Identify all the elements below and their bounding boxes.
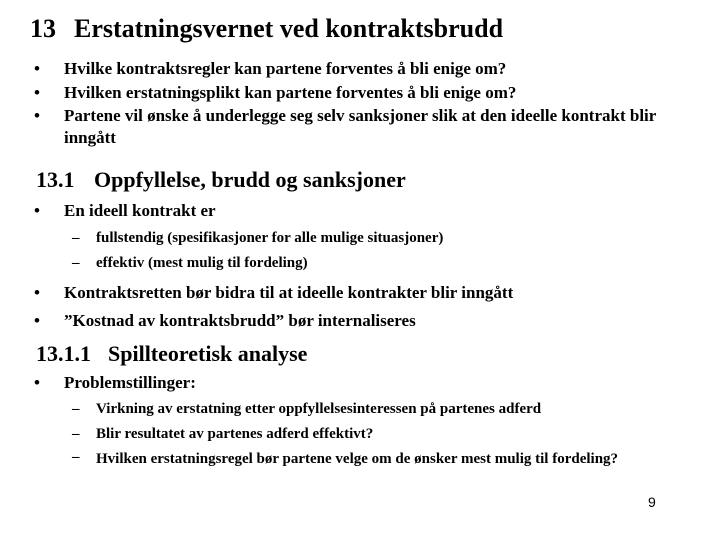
sub-bullet-item: – Virkning av erstatning etter oppfyllelsesinteressen på partenes adferd bbox=[72, 397, 652, 422]
section-title: Erstatningsvernet ved kontraktsbrudd bbox=[74, 14, 504, 43]
section-13-1-1-heading bbox=[36, 341, 307, 367]
section-13-1-sub-bullets bbox=[72, 226, 652, 276]
section-number: 13 bbox=[30, 14, 56, 43]
bullet-item: • Partene vil ønske å underlegge seg selv sanksjoner slik at den ideelle kontrakt blir inngått bbox=[34, 105, 674, 149]
section-title: Oppfyllelse, brudd og sanksjoner bbox=[94, 167, 406, 192]
sub-bullet-item: – fullstendig (spesifikasjoner for alle mulige situasjoner) bbox=[72, 226, 652, 251]
section-13-bullets bbox=[34, 57, 674, 149]
section-13-1-bullets-bottom bbox=[34, 279, 674, 335]
bullet-item: • Hvilke kontraktsregler kan partene forventes å bli enige om? bbox=[34, 57, 674, 81]
section-13-1-heading bbox=[36, 167, 406, 193]
bullet-item: • En ideell kontrakt er bbox=[34, 199, 674, 223]
section-13-1-1-bullets bbox=[34, 371, 674, 395]
section-number: 13.1.1 bbox=[36, 341, 91, 366]
bullet-item: • Problemstillinger: bbox=[34, 371, 674, 395]
bullet-item: • ”Kostnad av kontraktsbrudd” bør internaliseres bbox=[34, 307, 674, 335]
sub-bullet-item: – effektiv (mest mulig til fordeling) bbox=[72, 251, 652, 276]
section-title: Spillteoretisk analyse bbox=[108, 341, 308, 366]
page-number: 9 bbox=[648, 494, 656, 510]
bullet-item: • Kontraktsretten bør bidra til at ideelle kontrakter blir inngått bbox=[34, 279, 674, 307]
sub-bullet-item: – Blir resultatet av partenes adferd effektivt? bbox=[72, 422, 652, 447]
bullet-item: • Hvilken erstatningsplikt kan partene forventes å bli enige om? bbox=[34, 81, 674, 105]
section-number: 13.1 bbox=[36, 167, 75, 192]
section-13-heading bbox=[30, 14, 503, 44]
sub-bullet-item: – Hvilken erstatningsregel bør partene velge om de ønsker mest mulig til fordeling? bbox=[72, 447, 652, 471]
section-13-1-1-sub-bullets bbox=[72, 397, 652, 471]
section-13-1-bullets-top bbox=[34, 199, 674, 223]
